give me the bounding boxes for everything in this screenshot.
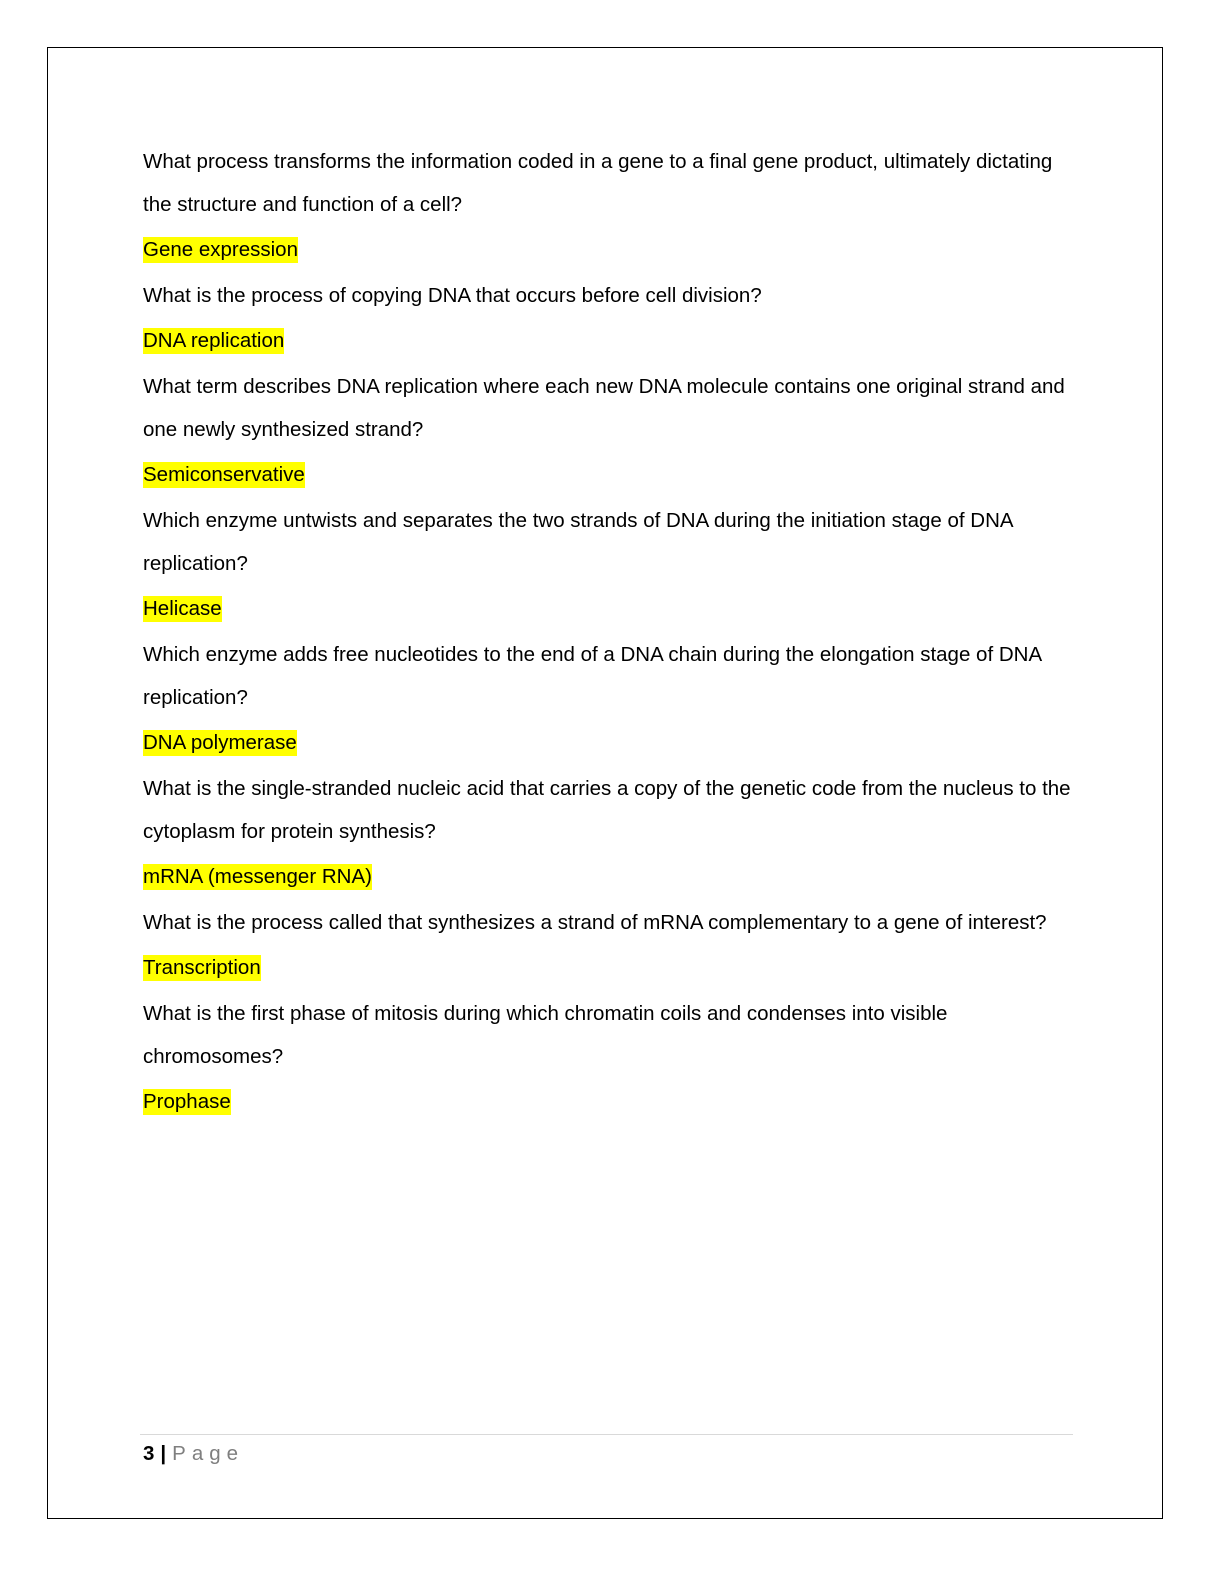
answer-text	[143, 595, 1078, 623]
answer-highlight: Prophase	[143, 1090, 231, 1113]
question-text: What is the process of copying DNA that occurs before cell division?	[143, 284, 762, 307]
question-text: Which enzyme untwists and separates the two strands of DNA during the initiation stage of DNA replication?	[143, 509, 1013, 575]
answer-highlight: DNA polymerase	[143, 731, 297, 754]
answer-text	[143, 327, 1078, 355]
question-text: What is the process called that synthesizes a strand of mRNA complementary to a gene of interest?	[143, 911, 1047, 934]
answer-highlight: Helicase	[143, 597, 222, 620]
qa-item	[143, 274, 1078, 355]
question-text: What process transforms the information coded in a gene to a final gene product, ultimately dictating the structure and function of a cell?	[143, 150, 1053, 216]
answer-text	[143, 863, 1078, 891]
qa-item	[143, 901, 1078, 982]
qa-item	[143, 365, 1078, 489]
question-text: Which enzyme adds free nucleotides to the end of a DNA chain during the elongation stage of DNA replication?	[143, 643, 1041, 709]
qa-item	[143, 140, 1078, 264]
page-label: Page	[172, 1442, 245, 1465]
answer-highlight: Semiconservative	[143, 463, 305, 486]
page-footer	[143, 1440, 244, 1468]
question-text: What is the first phase of mitosis during which chromatin coils and condenses into visible chromosomes?	[143, 1002, 948, 1068]
answer-highlight: Transcription	[143, 956, 261, 979]
footer-divider	[140, 1434, 1073, 1435]
qa-item	[143, 499, 1078, 623]
qa-list	[143, 140, 1078, 1126]
answer-highlight: mRNA (messenger RNA)	[143, 865, 372, 888]
qa-item	[143, 767, 1078, 891]
footer-separator: |	[160, 1442, 167, 1465]
answer-highlight: DNA replication	[143, 329, 285, 352]
question-text: What term describes DNA replication where each new DNA molecule contains one original strand and one newly synthesized strand?	[143, 375, 1065, 441]
answer-highlight: Gene expression	[143, 238, 298, 261]
page-number: 3	[143, 1442, 155, 1465]
answer-text	[143, 461, 1078, 489]
answer-text	[143, 236, 1078, 264]
qa-item	[143, 633, 1078, 757]
question-text: What is the single-stranded nucleic acid that carries a copy of the genetic code from the nucleus to the cytoplasm for protein synthesis?	[143, 777, 1071, 843]
answer-text	[143, 729, 1078, 757]
answer-text	[143, 954, 1078, 982]
answer-text	[143, 1088, 1078, 1116]
qa-item	[143, 992, 1078, 1116]
